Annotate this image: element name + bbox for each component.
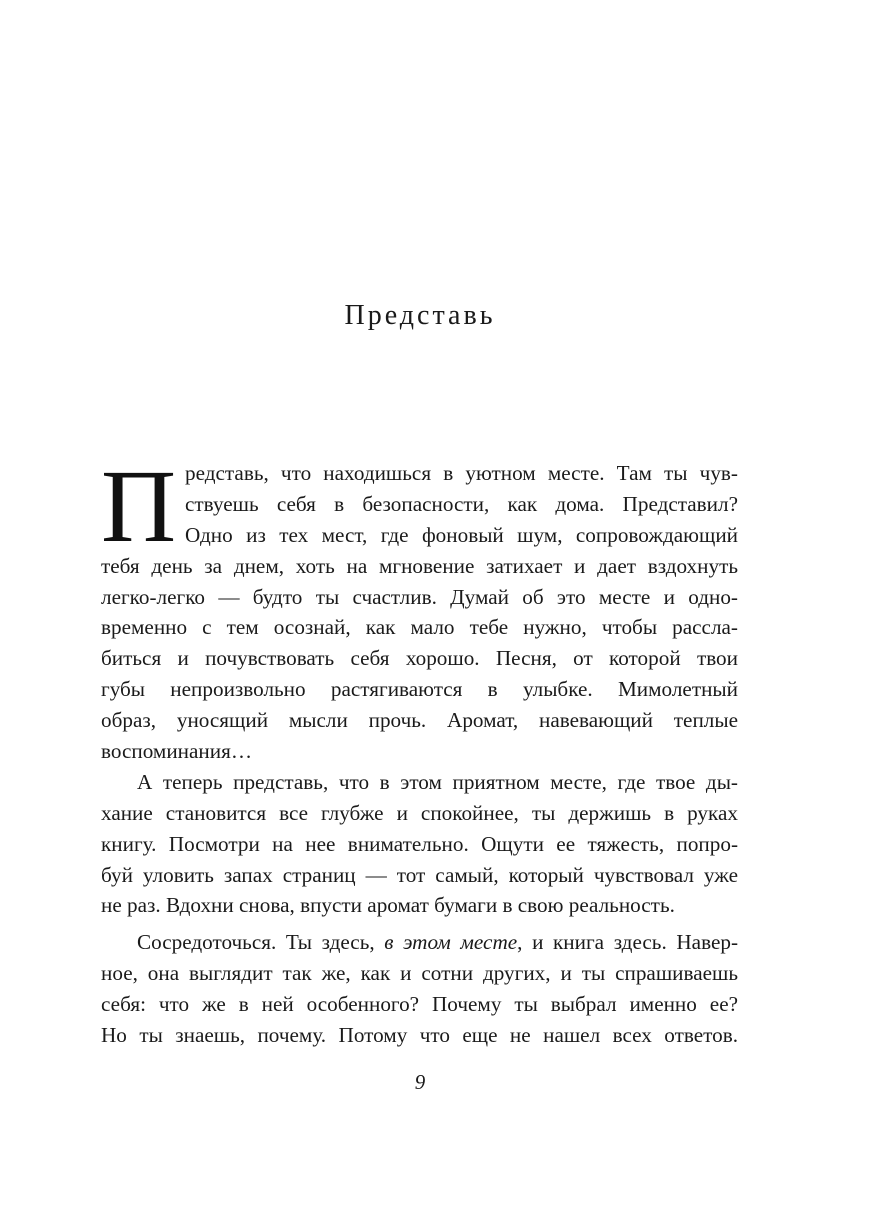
text-line: ное, она выглядит так же, как и сотни других, и ты спрашиваешь	[101, 961, 738, 986]
text-line: буй уловить запах страниц — тот самый, который чувствовал уже	[101, 862, 738, 887]
text-line: биться и почувствовать себя хорошо. Песня, от которой твои	[101, 646, 738, 671]
text-line: ствуешь себя в безопасности, как дома. Представил?	[185, 491, 738, 516]
text-line: временно с тем осознай, как мало тебе нужно, чтобы рассла-	[101, 615, 738, 640]
paragraph-2	[101, 767, 738, 921]
text-line: не раз. Вдохни снова, впусти аромат бумаги в свою реальность.	[101, 893, 675, 918]
text-line: образ, уносящий мысли прочь. Аромат, навевающий теплые	[101, 708, 738, 733]
text-fragment: Сосредоточься. Ты здесь,	[137, 930, 385, 955]
text-fragment: , и книга здесь. Навер-	[517, 930, 739, 955]
text-line: легко-легко — будто ты счастлив. Думай об это месте и одно-	[101, 584, 738, 609]
drop-cap: П	[101, 449, 177, 564]
paragraph-3	[101, 927, 738, 1051]
text-line: губы непроизвольно растягиваются в улыбке. Мимолетный	[101, 677, 738, 702]
text-line: А теперь представь, что в этом приятном месте, где твое ды-	[137, 769, 738, 794]
paragraph-1	[101, 449, 738, 767]
text-line: редставь, что находишься в уютном месте. Там ты чув-	[185, 461, 738, 485]
text-line: книгу. Посмотри на нее внимательно. Ощути ее тяжесть, попро-	[101, 831, 738, 856]
text-line: хание становится все глубже и спокойнее, ты держишь в руках	[101, 800, 738, 825]
text-line	[101, 927, 738, 958]
body-text	[101, 449, 739, 1051]
text-line: Одно из тех мест, где фоновый шум, сопровождающий	[185, 522, 738, 547]
emphasis-text: в этом месте	[384, 930, 518, 955]
text-line: воспоминания…	[101, 739, 253, 764]
text-line: Но ты знаешь, почему. Потому что еще не нашел всех ответов.	[101, 1023, 738, 1048]
chapter-title: Представь	[344, 300, 496, 331]
text-line: себя: что же в ней особенного? Почему ты выбрал именно ее?	[101, 992, 738, 1017]
text-line: тебя день за днем, хоть на мгновение затихает и дает вздохнуть	[101, 553, 738, 578]
page-number: 9	[414, 1070, 426, 1094]
